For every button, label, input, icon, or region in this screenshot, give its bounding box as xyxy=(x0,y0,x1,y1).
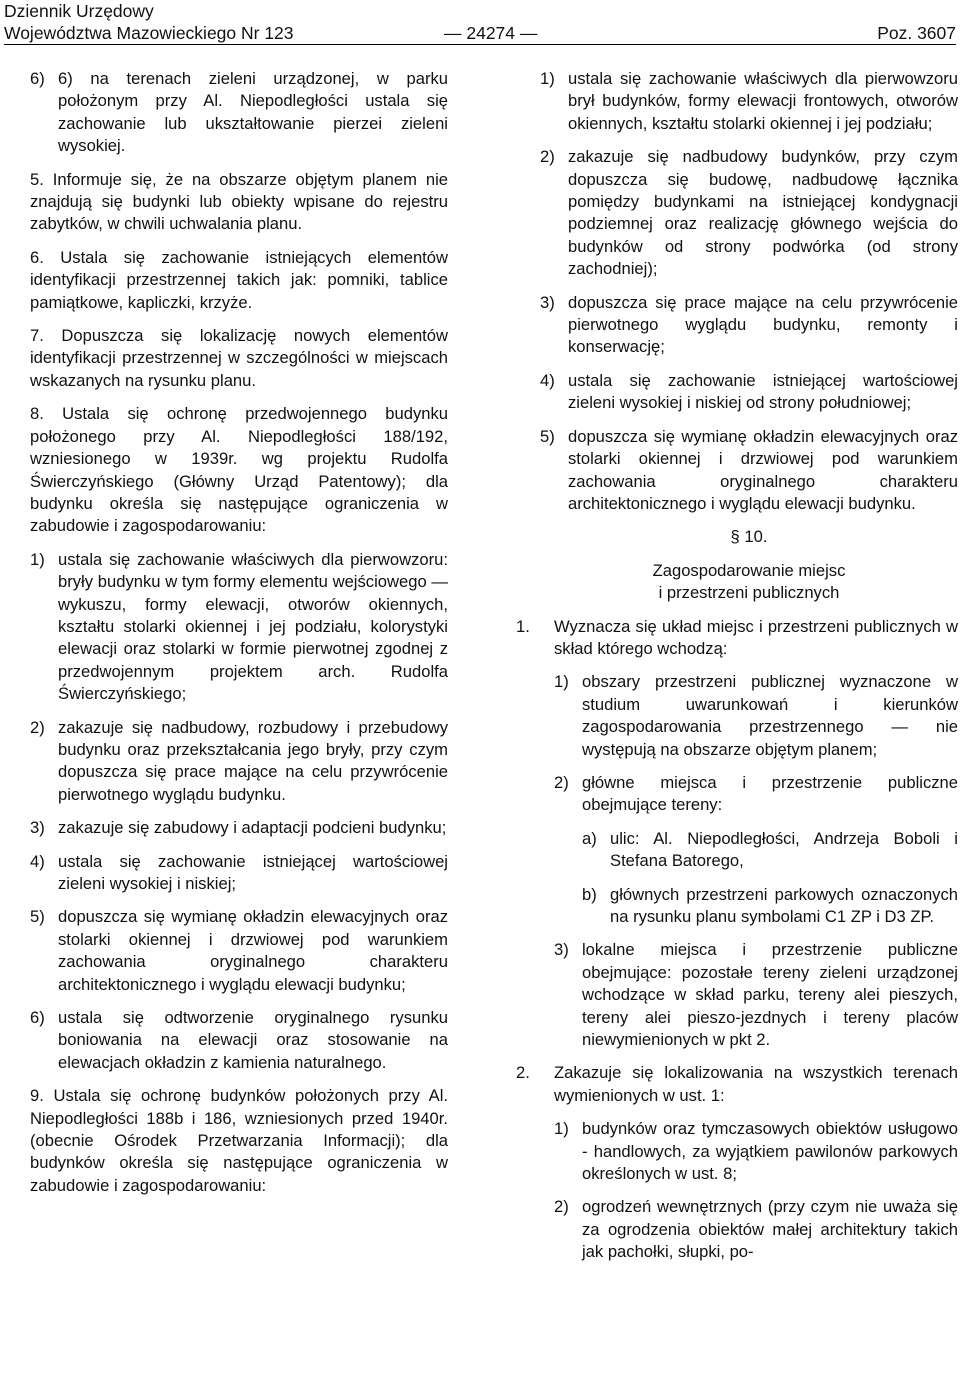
item-text: ustala się zachowanie istniejącej wartościowej zieleni wysokiej i niskiej; xyxy=(58,851,448,893)
list-item xyxy=(540,772,958,817)
item-text: ogrodzeń wewnętrznych (przy czym nie uważa się za ogrodzenia obiektów małej architektury takich jak pachołki, słupki, po- xyxy=(582,1197,958,1262)
section-6: 6. Ustala się zachowanie istniejących elementów identyfikacji przestrzennej takich jak: pomniki, tablice pamiątkowe, kapliczki, krzyże. xyxy=(30,247,448,312)
list-item xyxy=(540,292,958,359)
item-text: obszary przestrzeni publicznej wyznaczone w studium uwarunkowań i kierunków zagospodarowania przestrzennego — nie występują na obszarze objętym planem; xyxy=(582,672,958,759)
list-item xyxy=(30,817,448,839)
header-rule xyxy=(4,44,956,45)
paragraph-number: 1. xyxy=(516,616,530,636)
item-number: 6) xyxy=(30,69,45,88)
item-text: dopuszcza się wymianę okładzin elewacyjnych oraz stolarki okiennej i drzwiowej pod warunkiem zachowania oryginalnego charakteru architektonicznego i wyglądu elewacji budynku; xyxy=(58,907,448,994)
list-item xyxy=(30,717,448,807)
item-text: lokalne miejsca i przestrzenie publiczne obejmujące: pozostałe tereny zieleni urządzonej wchodzące w skład parku, tereny alei pieszych, tereny alei pieszo-jezdnych i tereny placów niewymienionych w pkt 2. xyxy=(582,940,958,1050)
section-9-list xyxy=(540,68,958,515)
item-text: zakazuje się zabudowy i adaptacji podcieni budynku; xyxy=(58,818,447,838)
left-item-6 xyxy=(30,68,448,158)
item-number: 1) xyxy=(30,549,45,569)
section-sign: § 10. xyxy=(730,527,768,547)
item-text: ustala się zachowanie właściwych dla pierwowzoru brył budynków, formy elewacji frontowych, otworów okiennych, kształtu stolarki okiennej i jej podziału; xyxy=(568,69,958,133)
item-number: 6) xyxy=(30,1008,45,1028)
page-number: — 24274 — xyxy=(444,23,538,43)
item-number: 5) xyxy=(540,426,555,446)
item-text: zakazuje się nadbudowy budynków, przy czym dopuszcza się budowę, nadbudowę łącznika pomiędzy budynkami na istniejącej kondygnacji podziemnej oraz realizację głównego wejścia do budynków od strony podwórka (od strony zachodniej); xyxy=(568,147,958,279)
item-number: 1) xyxy=(540,69,555,88)
item-text: 6) na terenach zieleni urządzonej, w parku położonym przy Al. Niepodległości ustala się zachowanie lub ukształtowanie pierzei zieleni wysokiej. xyxy=(58,69,448,156)
section-5: 5. Informuje się, że na obszarze objętym planem nie znajdują się budynki lub obiekty wpisane do rejestru zabytków, w chwili uchwalania planu. xyxy=(30,169,448,234)
position-number: Poz. 3607 xyxy=(877,23,956,43)
item-number: 1) xyxy=(554,1119,569,1139)
item-text: głównych przestrzeni parkowych oznaczonych na rysunku planu symbolami C1 ZP i D3 ZP. xyxy=(610,884,958,926)
item-text: ustala się odtworzenie oryginalnego rysunku boniowania na elewacji oraz stosowanie na elewacjach okładzin z kamienia naturalnego. xyxy=(58,1008,448,1072)
item-text: ustala się zachowanie istniejącej wartościowej zieleni wysokiej i niskiej od strony południowej; xyxy=(568,370,958,413)
item-number: 2) xyxy=(554,772,569,792)
section-9: 9. Ustala się ochronę budynków położonych przy Al. Niepodległości 188b i 186, wzniesionych przed 1940r. (obecnie Ośrodek Przetwarzania Informacji); dla budynków określa się następujące ograniczenia w zabudowie i zagospodarowaniu: xyxy=(30,1086,448,1195)
page-header xyxy=(4,0,956,44)
section-8: 8. Ustala się ochronę przedwojennego budynku położonego przy Al. Niepodległości 188/192, wzniesionego w 1939r. wg projektu Rudolfa Świerczyńskiego (Główny Urząd Patentowy); dla budynku określa się następujące ograniczenia w zabudowie i zagospodarowaniu: xyxy=(30,404,448,536)
journal-title: Dziennik Urzędowy xyxy=(4,1,154,21)
item-text: ulic: Al. Niepodległości, Andrzeja Boboli i Stefana Batorego, xyxy=(610,828,958,871)
list-item xyxy=(540,671,958,761)
list-item xyxy=(540,828,958,873)
item-number: b) xyxy=(582,884,597,904)
section-title-line: i przestrzeni publicznych xyxy=(658,583,840,603)
list-item xyxy=(540,1196,958,1263)
item-text: ustala się zachowanie właściwych dla pierwowzoru: bryły budynku w tym formy elementu wejściowego — wykuszu, formy elewacji, otworów okiennych, kształtu stolarki okiennej i jej podziału, kolorystyki elewacji oraz stolarki w formie pierwotnej zgodnej z przedwojennym projektem arch. Rudolfa Świerczyńskiego; xyxy=(58,549,448,704)
section-7: 7. Dopuszcza się lokalizację nowych elementów identyfikacji przestrzennej w szczególności w miejscach wskazanych na rysunku planu. xyxy=(30,326,448,390)
list-item xyxy=(30,1007,448,1074)
paragraph-number: 2. xyxy=(516,1063,530,1083)
item-number: a) xyxy=(582,828,597,848)
item-text: budynków oraz tymczasowych obiektów usługowo - handlowych, za wyjątkiem pawilonów parkowych określonych w ust. 8; xyxy=(582,1119,958,1184)
section-8-list xyxy=(30,549,448,1075)
list-item xyxy=(540,68,958,135)
right-column xyxy=(516,68,958,1275)
item-number: 2) xyxy=(30,717,45,737)
item-number: 5) xyxy=(30,907,45,927)
list-item xyxy=(540,426,958,516)
list-item xyxy=(540,146,958,280)
item-text: dopuszcza się prace mające na celu przywrócenie pierwotnego wyglądu budynku, remonty i konserwację; xyxy=(568,292,958,357)
list-item xyxy=(540,939,958,1051)
item-text: główne miejsca i przestrzenie publiczne obejmujące tereny: xyxy=(582,772,958,815)
list-item xyxy=(540,1118,958,1185)
item-number: 3) xyxy=(554,940,569,960)
list-item xyxy=(540,884,958,929)
paragraph-2 xyxy=(516,1062,958,1107)
journal-issue: Województwa Mazowieckiego Nr 123 xyxy=(4,23,294,43)
item-text: zakazuje się nadbudowy, rozbudowy i przebudowy budynku oraz przekształcania jego bryły, przy czym dopuszcza się prace mające na celu przywrócenie pierwotnego wyglądu budynku. xyxy=(58,717,448,804)
list-item xyxy=(30,851,448,896)
paragraph-1-list xyxy=(540,671,958,816)
paragraph-2-list xyxy=(540,1118,958,1263)
section-title-line: Zagospodarowanie miejsc xyxy=(652,560,846,580)
item-number: 3) xyxy=(540,292,555,312)
paragraph-text: Zakazuje się lokalizowania na wszystkich terenach wymienionych w ust. 1: xyxy=(554,1063,958,1105)
item-number: 4) xyxy=(540,370,555,390)
left-column xyxy=(30,68,448,1208)
item-number: 2) xyxy=(554,1197,569,1217)
item-number: 3) xyxy=(30,818,45,838)
list-item xyxy=(540,370,958,415)
paragraph-1-item-3 xyxy=(540,939,958,1051)
paragraph-1-sublist xyxy=(540,828,958,929)
item-number: 1) xyxy=(554,672,569,692)
list-item xyxy=(30,549,448,706)
paragraph-1 xyxy=(516,616,958,661)
section-title xyxy=(540,560,958,605)
item-text: dopuszcza się wymianę okładzin elewacyjnych oraz stolarki okiennej i drzwiowej pod warunkiem zachowania oryginalnego charakteru architektonicznego i wyglądu elewacji budynku. xyxy=(568,426,958,513)
paragraph-text: Wyznacza się układ miejsc i przestrzeni publicznych w skład którego wchodzą: xyxy=(554,616,958,658)
item-number: 4) xyxy=(30,851,45,871)
item-number: 2) xyxy=(540,147,555,167)
list-item xyxy=(30,906,448,996)
